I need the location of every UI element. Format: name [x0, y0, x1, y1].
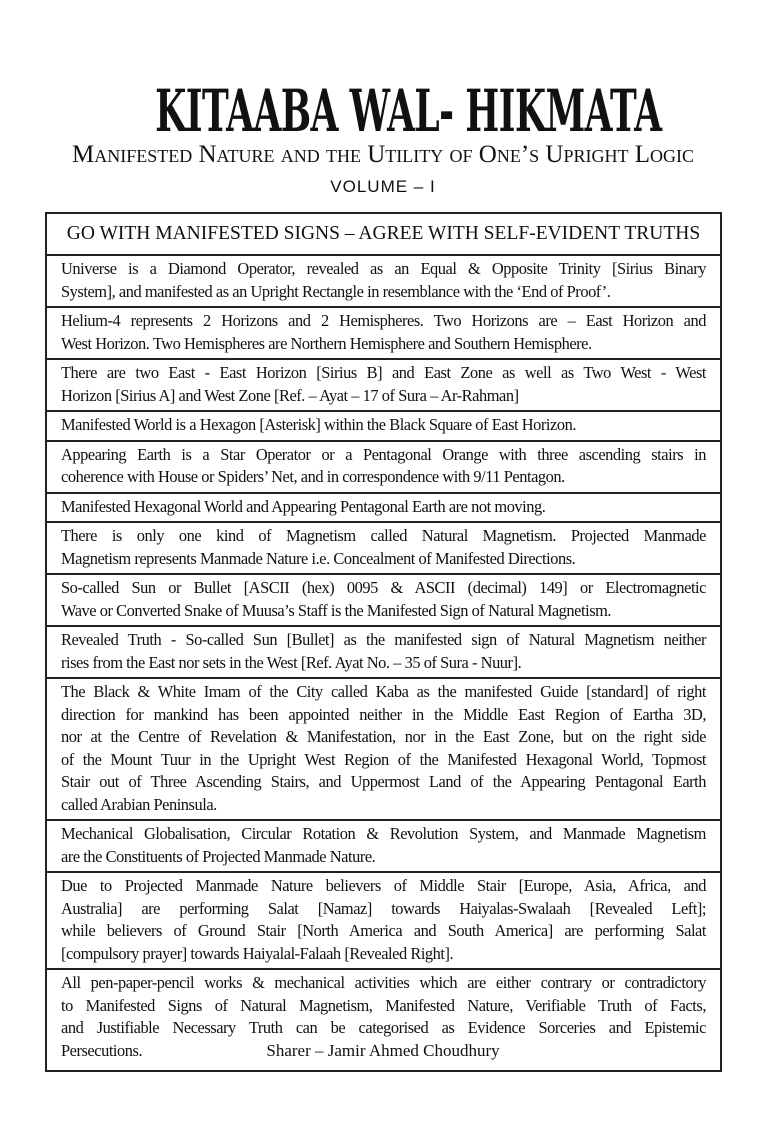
book-title — [0, 78, 766, 144]
statement-row — [47, 821, 720, 873]
statement-line: Persecutions. — [61, 1040, 143, 1060]
statement-row — [47, 679, 720, 821]
statement-line: Universe is a Diamond Operator, revealed as an Equal & Opposite Trinity [Sirius Binary — [61, 259, 706, 278]
statement-line: Stair out of Three Ascending Stairs, and Uppermost Land of the Appearing Pentagonal Earth — [61, 772, 706, 791]
statement-line: to Manifested Signs of Natural Magnetism, Manifested Nature, Verifiable Truth of Facts, — [61, 995, 706, 1015]
statement-line: while believers of Ground Stair [North America and South America] are performing Salat — [61, 921, 706, 940]
statement-row — [47, 575, 720, 627]
statement-row — [47, 360, 720, 412]
book-subtitle: Manifested Nature and the Utility of One’s Upright Logic — [71, 141, 694, 168]
author-credit: Sharer – Jamir Ahmed Choudhury — [266, 1041, 500, 1060]
statement-row — [47, 494, 720, 524]
statement-line: Horizon [Sirius A] and West Zone [Ref. – Ayat – 17 of Sura – Ar-Rahman] — [61, 385, 519, 405]
statement-line: nor at the Centre of Revelation & Manifestation, nor in the East Zone, but on the right side — [61, 727, 706, 746]
statement-row — [47, 442, 720, 494]
statement-line: The Black & White Imam of the City called Kaba as the manifested Guide [standard] of right — [61, 682, 706, 701]
book-title-text: KITAABA WAL- HIKMATA — [155, 77, 662, 145]
statements-box — [45, 212, 722, 1072]
statement-line: All pen-paper-pencil works & mechanical activities which are either contrary or contradictory — [61, 973, 706, 992]
statement-row — [47, 412, 720, 442]
statement-line: Australia] are performing Salat [Namaz] towards Haiyalas-Swalaah [Revealed Left]; — [61, 898, 706, 918]
statement-row — [47, 523, 720, 575]
statement-line: and Justifiable Necessary Truth can be categorised as Evidence Sorceries and Epistemic — [61, 1018, 706, 1037]
statement-line: West Horizon. Two Hemispheres are Northern Hemisphere and Southern Hemisphere. — [61, 333, 592, 353]
statement-line: There are two East - East Horizon [Sirius B] and East Zone as well as Two West - West — [61, 363, 706, 382]
statement-line: Helium-4 represents 2 Horizons and 2 Hemispheres. Two Horizons are – East Horizon and — [61, 311, 706, 330]
statement-line: So-called Sun or Bullet [ASCII (hex) 0095 & ASCII (decimal) 149] or Electromagnetic — [61, 578, 706, 597]
volume-label: VOLUME – I — [330, 177, 436, 196]
statement-line: There is only one kind of Magnetism called Natural Magnetism. Projected Manmade — [61, 526, 706, 545]
statement-line: Revealed Truth - So-called Sun [Bullet] as the manifested sign of Natural Magnetism neither — [61, 630, 706, 649]
statement-row — [47, 308, 720, 360]
statement-row — [47, 873, 720, 970]
statement-line: rises from the East nor sets in the West [Ref. Ayat No. – 35 of Sura - Nuur]. — [61, 652, 522, 672]
statement-row — [47, 256, 720, 308]
statement-line: Due to Projected Manmade Nature believers of Middle Stair [Europe, Asia, Africa, and — [61, 876, 706, 895]
statement-line: [compulsory prayer] towards Haiyalal-Falaah [Revealed Right]. — [61, 943, 454, 963]
statement-line: Wave or Converted Snake of Muusa’s Staff is the Manifested Sign of Natural Magnetism. — [61, 600, 612, 620]
statement-line: Magnetism represents Manmade Nature i.e. Concealment of Manifested Directions. — [61, 548, 576, 568]
statement-line: called Arabian Peninsula. — [61, 794, 217, 814]
statement-line: Mechanical Globalisation, Circular Rotation & Revolution System, and Manmade Magnetism — [61, 824, 706, 843]
statement-line: are the Constituents of Projected Manmade Nature. — [61, 846, 376, 866]
statement-line: Manifested Hexagonal World and Appearing Pentagonal Earth are not moving. — [61, 496, 546, 516]
statement-line: System], and manifested as an Upright Rectangle in resemblance with the ‘End of Proof’. — [61, 281, 611, 301]
statement-line: of the Mount Tuur in the Upright West Region of the Manifested Hexagonal World, Topmost — [61, 749, 706, 769]
statement-line: direction for mankind has been appointed neither in the Middle East Region of Eartha 3D, — [61, 704, 706, 724]
box-heading: GO WITH MANIFESTED SIGNS – AGREE WITH SELF-EVIDENT TRUTHS — [47, 214, 720, 256]
statement-row — [47, 627, 720, 679]
statement-line: coherence with House or Spiders’ Net, and in correspondence with 9/11 Pentagon. — [61, 467, 565, 486]
statement-line: Appearing Earth is a Star Operator or a Pentagonal Orange with three ascending stairs in — [61, 444, 706, 464]
statement-line: Manifested World is a Hexagon [Asterisk] within the Black Square of East Horizon. — [61, 415, 576, 434]
